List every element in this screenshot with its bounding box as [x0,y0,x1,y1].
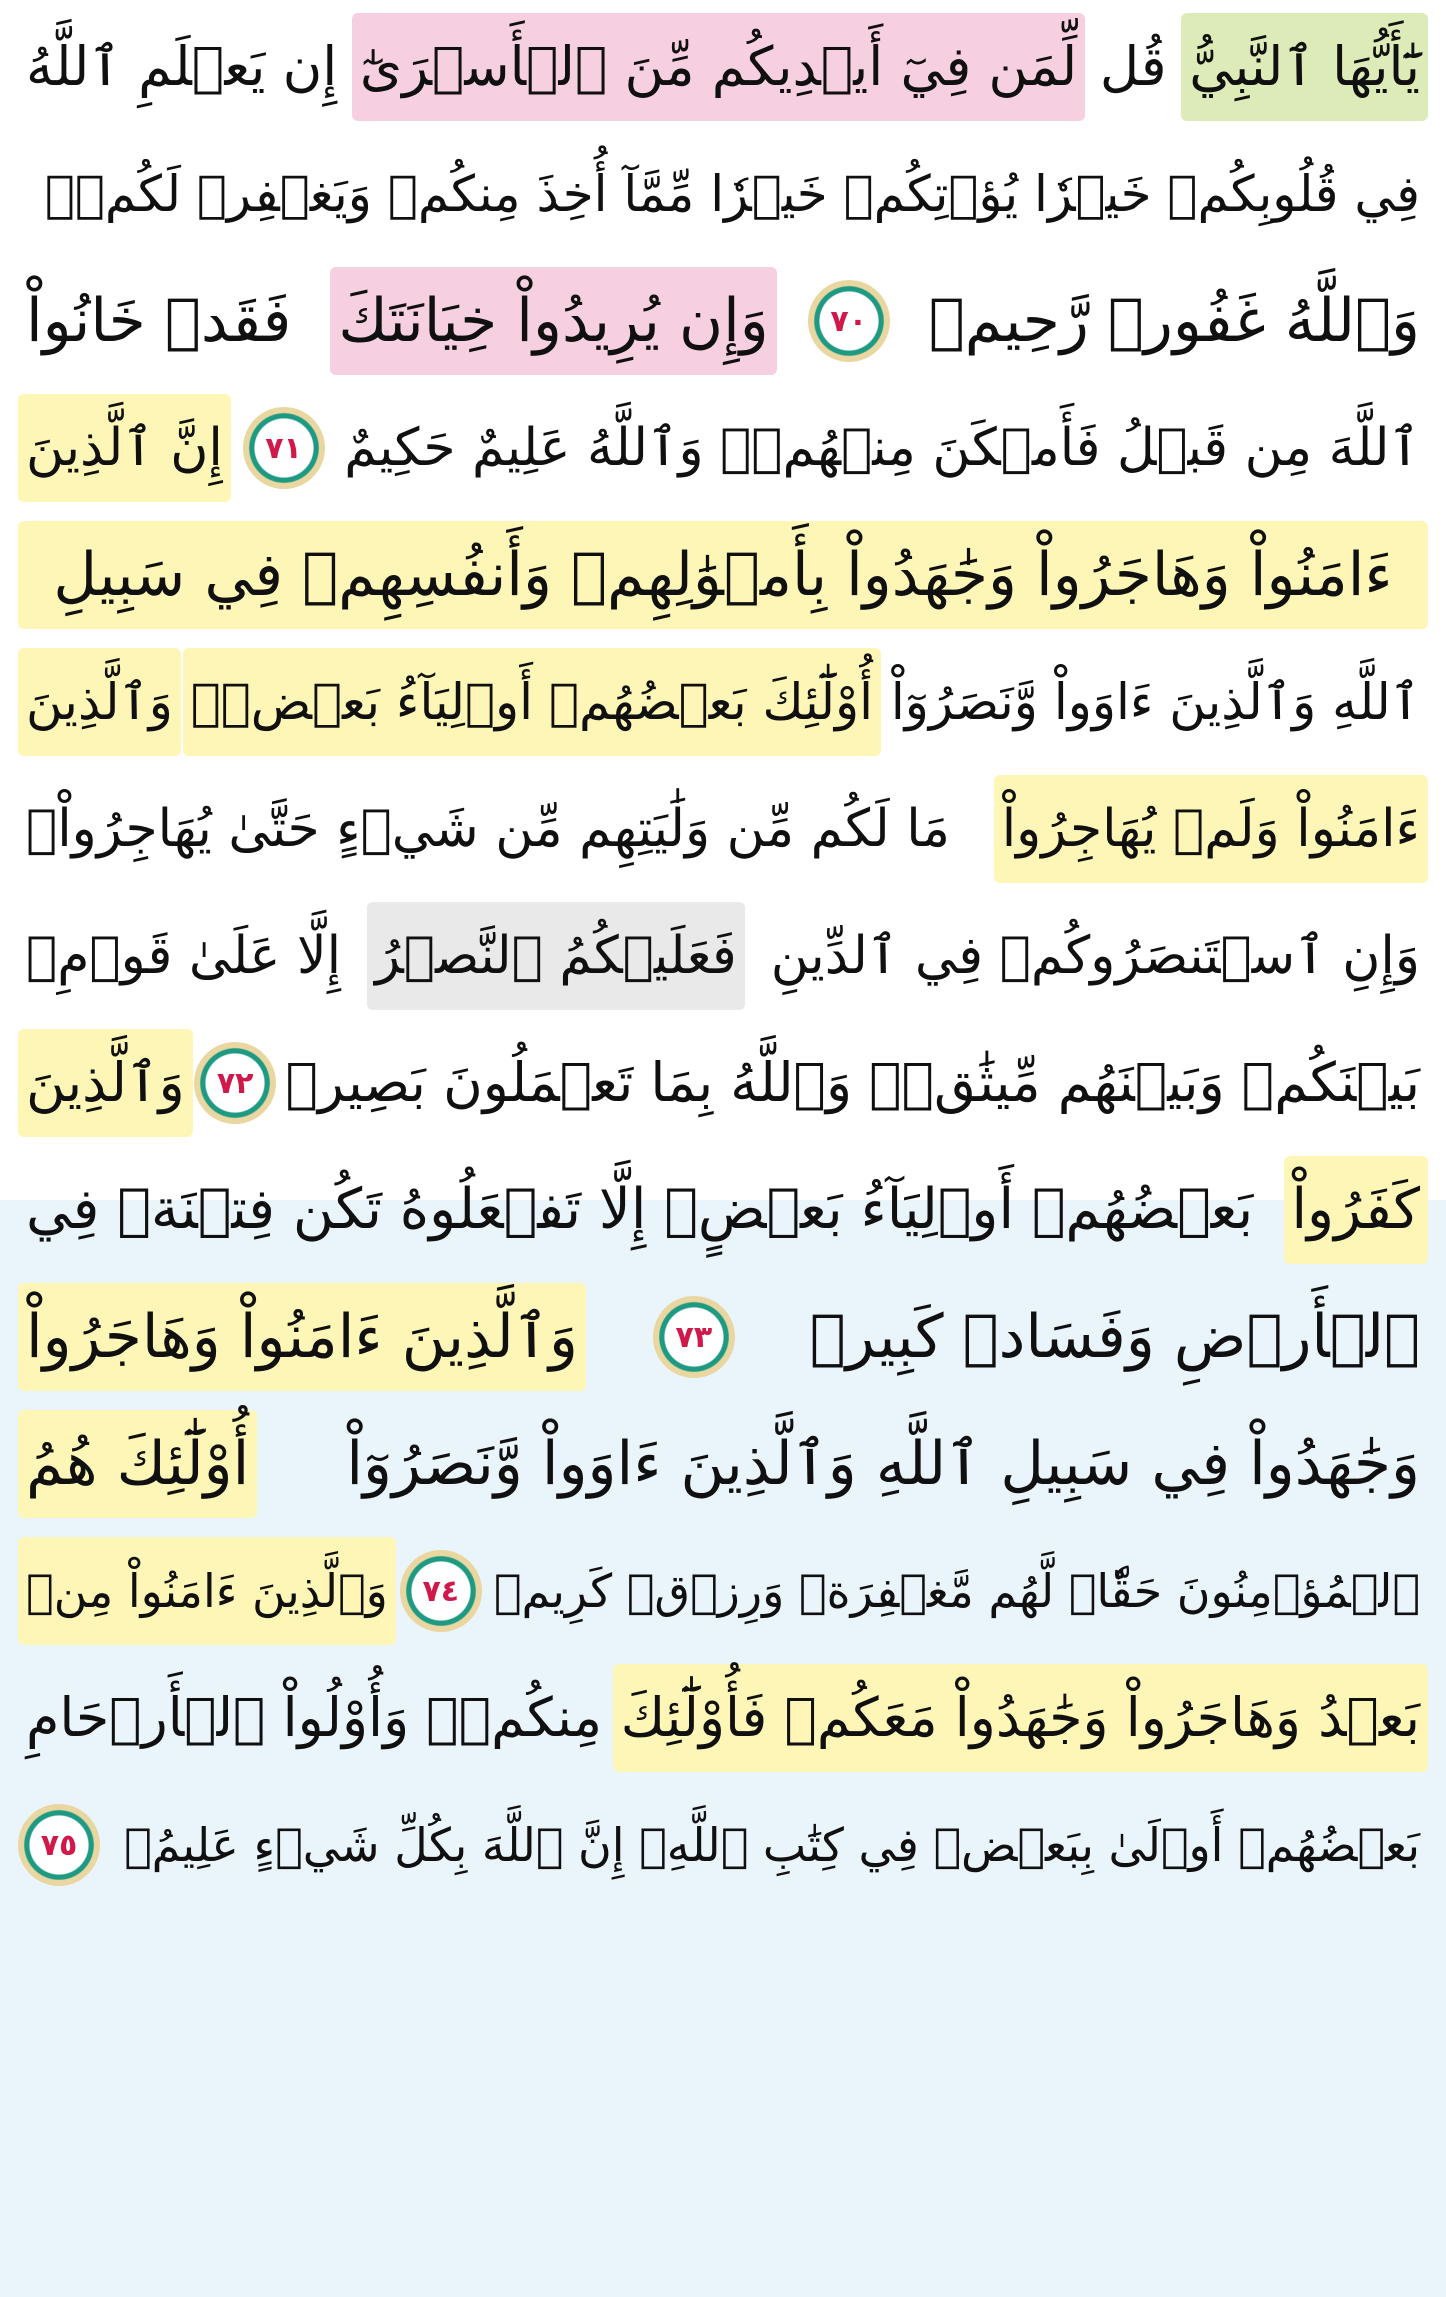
text-segment: بَعۡضُهُمۡ أَوۡلِيَآءُ بَعۡضٍۚ إِلَّا تَفۡعَلُوهُ تَكُن فِتۡنَةٞ فِي [26,1177,1254,1242]
highlight-segment[interactable]: وَٱلَّذِينَ ءَامَنُواْ مِنۢ [18,1537,396,1645]
ayah-number-marker[interactable]: ٧٤ [400,1550,482,1632]
text-segment: وَجَٰهَدُواْ فِي سَبِيلِ ٱللَّهِ وَٱلَّذِينَ ءَاوَواْ وَّنَصَرُوٓاْ [346,1429,1420,1499]
verse-line-1 [18,8,1428,126]
verse-line-9 [18,1024,1428,1142]
text-segment: ٱلۡأَرۡضِ وَفَسَادٞ كَبِيرٞ [809,1302,1420,1372]
highlight-segment[interactable]: إِنَّ ٱلَّذِينَ [18,394,231,502]
text-segment: إِلَّا عَلَىٰ قَوۡمِۭ [26,926,342,986]
ayah-number-marker[interactable]: ٧٢ [194,1042,276,1124]
ayah-number-marker[interactable]: ٧٣ [653,1296,735,1378]
verse-line-4 [18,389,1428,507]
highlight-segment[interactable]: أُوْلَٰٓئِكَ بَعۡضُهُمۡ أَوۡلِيَآءُ بَعۡضٖۚ [183,648,881,756]
highlight-segment[interactable]: فَعَلَيۡكُمُ ٱلنَّصۡرُ [367,902,745,1010]
highlight-segment[interactable]: بَعۡدُ وَهَاجَرُواْ وَجَٰهَدُواْ مَعَكُمۡ فَأُوْلَٰٓئِكَ [613,1664,1428,1772]
highlight-segment[interactable]: وَإِن يُرِيدُواْ خِيَانَتَكَ [330,267,776,375]
highlight-segment[interactable]: لِّمَن فِيٓ أَيۡدِيكُم مِّنَ ٱلۡأَسۡرَىٰٓ [352,13,1085,121]
ayah-number-marker[interactable]: ٧١ [243,407,325,489]
highlight-segment[interactable]: وَٱلَّذِينَ [18,648,181,756]
verse-line-13 [18,1532,1428,1650]
ayah-number-marker[interactable]: ٧٥ [18,1804,100,1886]
verse-line-3 [18,262,1428,380]
text-segment: بَيۡنَكُمۡ وَبَيۡنَهُم مِّيثَٰقٞۗ وَٱللَّهُ بِمَا تَعۡمَلُونَ بَصِيرٞ [285,1051,1420,1114]
text-segment: مِنكُمۡۚ وَأُوْلُواْ ٱلۡأَرۡحَامِ [26,1686,603,1749]
highlight-segment[interactable]: وَٱلَّذِينَ ءَامَنُواْ وَهَاجَرُواْ [18,1283,586,1391]
highlight-segment[interactable]: ءَامَنُواْ وَهَاجَرُواْ وَجَٰهَدُواْ بِأَمۡوَٰلِهِمۡ وَأَنفُسِهِمۡ فِي سَبِيلِ [18,521,1428,629]
verse-line-14 [18,1659,1428,1777]
text-segment: وَإِنِ ٱسۡتَنصَرُوكُمۡ فِي ٱلدِّينِ [770,926,1420,986]
verse-line-2 [18,135,1428,253]
highlight-segment[interactable]: ءَامَنُواْ وَلَمۡ يُهَاجِرُواْ [994,775,1428,883]
verse-line-7 [18,770,1428,888]
highlight-segment[interactable]: وَٱلَّذِينَ [18,1029,193,1137]
verse-line-15 [18,1786,1428,1904]
text-segment: فَقَدۡ خَانُواْ [26,286,292,356]
text-segment: بَعۡضُهُمۡ أَوۡلَىٰ بِبَعۡضٖ فِي كِتَٰبِ ٱللَّهِۚ إِنَّ ٱللَّهَ بِكُلِّ شَيۡءٍ عَلِيمُۢ [124,1818,1420,1872]
text-segment: ٱللَّهِ وَٱلَّذِينَ ءَاوَواْ وَّنَصَرُوٓاْ [890,673,1420,731]
text-segment: ٱلۡمُؤۡمِنُونَ حَقّٗاۚ لَّهُم مَّغۡفِرَةٞ وَرِزۡقٞ كَرِيمٞ [493,1564,1420,1618]
text-segment: فِي قُلُوبِكُمۡ خَيۡرٗا يُؤۡتِكُمۡ خَيۡرٗا مِّمَّآ أُخِذَ مِنكُمۡ وَيَغۡفِرۡ لَكُمۡۚ [44,165,1420,223]
verse-line-6 [18,643,1428,761]
text-segment: مَا لَكُم مِّن وَلَٰيَتِهِم مِّن شَيۡءٍ حَتَّىٰ يُهَاجِرُواْۚ [26,799,950,859]
highlight-segment[interactable]: كَفَرُواْ [1284,1156,1429,1264]
text-segment: إِن يَعۡلَمِ ٱللَّهُ [26,35,338,98]
verse-line-8 [18,897,1428,1015]
highlight-segment[interactable]: أُوْلَٰٓئِكَ هُمُ [18,1410,257,1518]
verse-line-10 [18,1151,1428,1269]
text-segment: قُل [1099,35,1167,98]
verse-line-11 [18,1278,1428,1396]
verse-line-5 [18,516,1428,634]
highlight-segment[interactable]: يَٰٓأَيُّهَا ٱلنَّبِيُّ [1181,13,1428,121]
verse-line-12 [18,1405,1428,1523]
text-segment: وَٱللَّهُ غَفُورٞ رَّحِيمٞ [928,286,1420,356]
text-segment: ٱللَّهَ مِن قَبۡلُ فَأَمۡكَنَ مِنۡهُمۡۗ وَٱللَّهُ عَلِيمٌ حَكِيمٌ [344,418,1420,478]
ayah-number-marker[interactable]: ٧٠ [808,280,890,362]
